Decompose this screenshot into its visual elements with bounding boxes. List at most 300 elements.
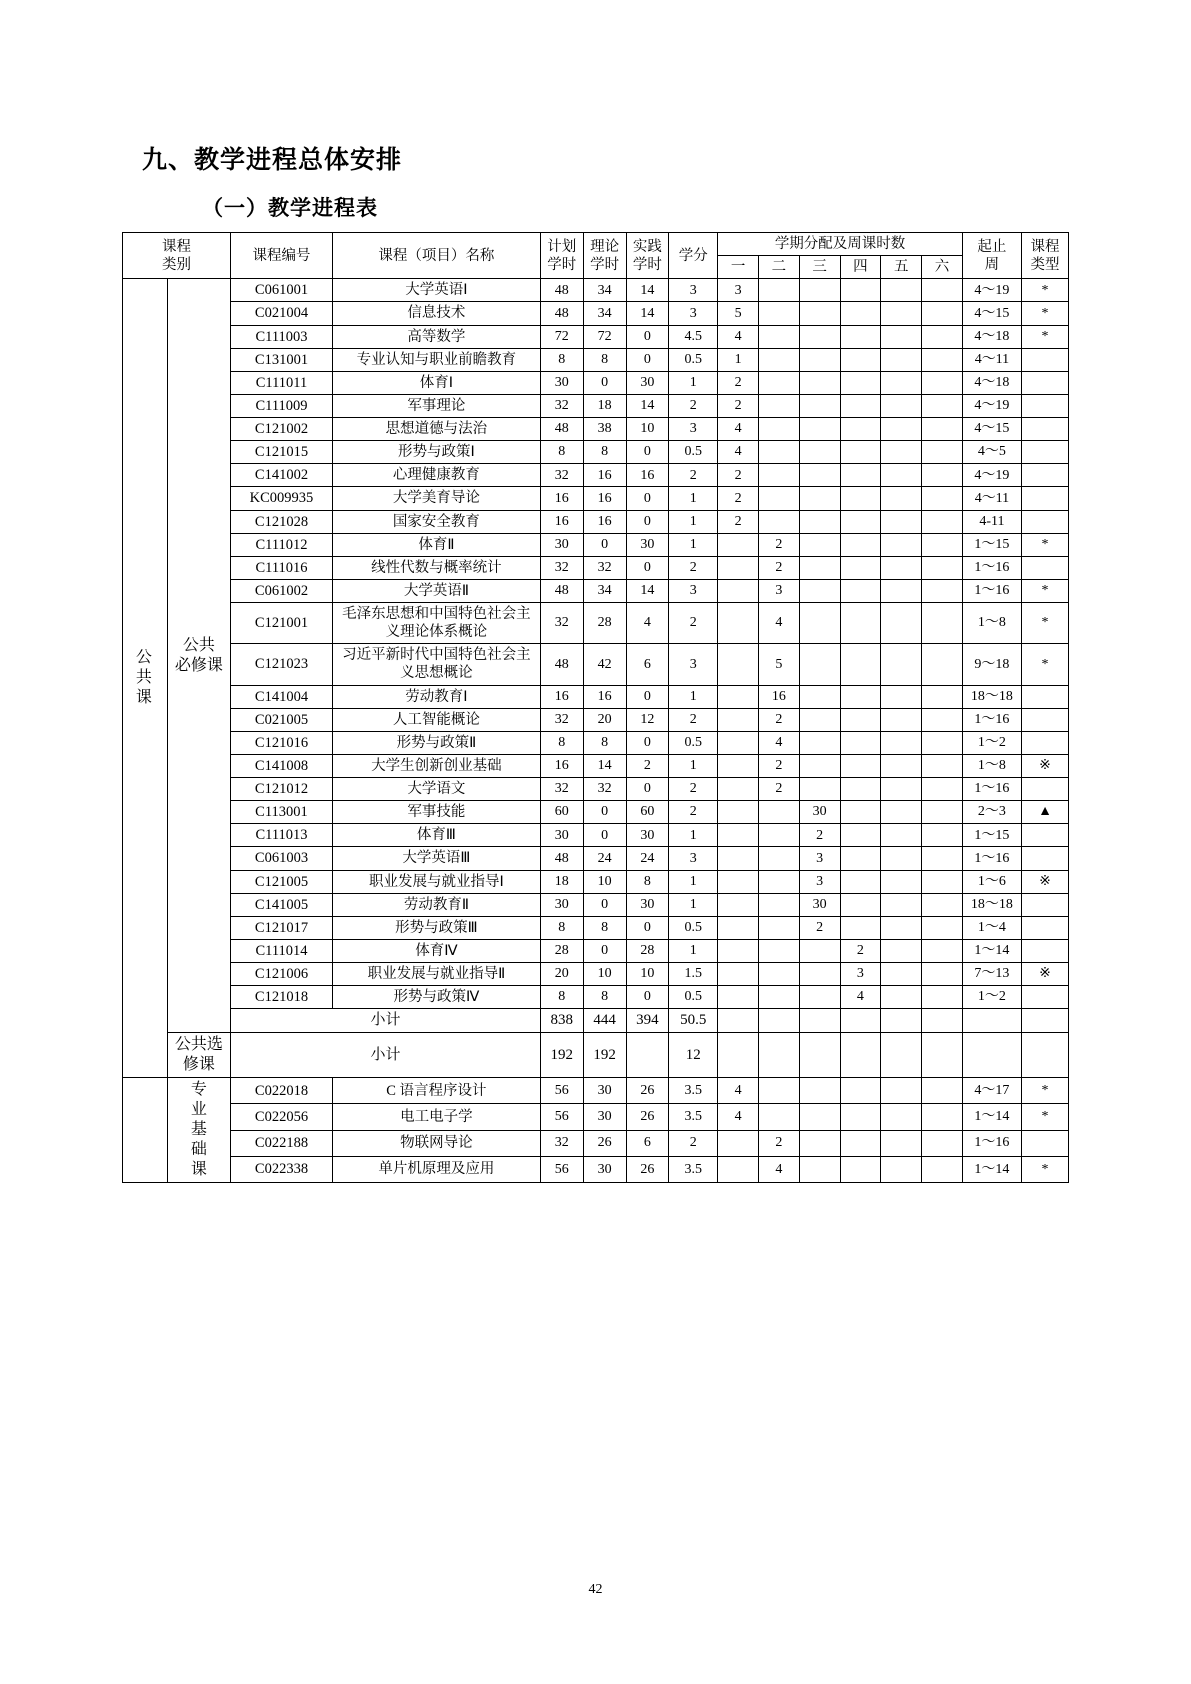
cell-theory-hours: 30 — [583, 1104, 626, 1130]
cell-course-code: C111014 — [231, 939, 333, 962]
cell-term-6 — [922, 464, 963, 487]
cell-term-4 — [840, 418, 881, 441]
cell-term-3 — [799, 963, 840, 986]
cell-practice-hours: 30 — [626, 824, 669, 847]
cell-course-name: 习近平新时代中国特色社会主义思想概论 — [332, 644, 540, 685]
elective-term-3 — [799, 1033, 840, 1078]
cell-credit: 3 — [669, 302, 718, 325]
cell-week-range: 1～16 — [962, 778, 1021, 801]
elective-subtotal-practice — [626, 1033, 669, 1078]
cell-term-5 — [881, 1104, 922, 1130]
cell-course-code: C111009 — [231, 394, 333, 417]
table-row — [123, 939, 1069, 962]
cell-term-6 — [922, 325, 963, 348]
cell-term-3 — [799, 708, 840, 731]
cell-term-6 — [922, 441, 963, 464]
cell-term-6 — [922, 916, 963, 939]
cell-plan-hours: 48 — [540, 847, 583, 870]
cell-term-1: 2 — [718, 464, 759, 487]
cell-term-3 — [799, 644, 840, 685]
cell-term-2: 2 — [759, 556, 800, 579]
cell-term-5 — [881, 325, 922, 348]
header-term-group: 学期分配及周课时数 — [718, 233, 963, 256]
header-category-line1: 课程 — [162, 238, 192, 255]
cell-credit: 3 — [669, 579, 718, 602]
cell-practice-hours: 0 — [626, 441, 669, 464]
cell-practice-hours: 14 — [626, 394, 669, 417]
cell-plan-hours: 48 — [540, 302, 583, 325]
cell-course-type — [1021, 778, 1068, 801]
cell-practice-hours: 0 — [626, 778, 669, 801]
cell-week-range: 4-11 — [962, 510, 1021, 533]
table-row — [123, 644, 1069, 685]
table-row — [123, 510, 1069, 533]
cell-term-4 — [840, 1156, 881, 1182]
table-row — [123, 418, 1069, 441]
cell-term-3 — [799, 778, 840, 801]
cell-course-code: C121015 — [231, 441, 333, 464]
cell-term-2 — [759, 986, 800, 1009]
cell-term-5 — [881, 464, 922, 487]
cell-course-type: * — [1021, 603, 1068, 644]
table-row — [123, 824, 1069, 847]
cell-theory-hours: 26 — [583, 1130, 626, 1156]
cell-plan-hours: 28 — [540, 939, 583, 962]
cell-week-range: 4～19 — [962, 464, 1021, 487]
cell-course-type — [1021, 464, 1068, 487]
table-row — [123, 487, 1069, 510]
cell-course-code: C131001 — [231, 348, 333, 371]
cell-term-6 — [922, 824, 963, 847]
cell-course-code: C111003 — [231, 325, 333, 348]
cell-credit: 1 — [669, 510, 718, 533]
cell-credit: 2 — [669, 1130, 718, 1156]
subtotal-term-2 — [759, 1009, 800, 1033]
cell-term-6 — [922, 279, 963, 302]
subtotal-type — [1021, 1009, 1068, 1033]
cell-practice-hours: 14 — [626, 579, 669, 602]
cell-course-code: C061003 — [231, 847, 333, 870]
header-theory-hours — [583, 233, 626, 279]
cell-practice-hours: 24 — [626, 847, 669, 870]
cell-term-6 — [922, 371, 963, 394]
header-practice-hours — [626, 233, 669, 279]
cell-practice-hours: 0 — [626, 556, 669, 579]
cell-plan-hours: 20 — [540, 963, 583, 986]
cell-term-1: 4 — [718, 1078, 759, 1104]
cell-course-type: ※ — [1021, 870, 1068, 893]
cell-term-1: 2 — [718, 371, 759, 394]
cell-term-1 — [718, 939, 759, 962]
cell-term-5 — [881, 533, 922, 556]
cell-week-range: 1～15 — [962, 824, 1021, 847]
cell-week-range: 1～16 — [962, 1130, 1021, 1156]
cell-credit: 3.5 — [669, 1104, 718, 1130]
subtotal-theory-hours: 444 — [583, 1009, 626, 1033]
cell-theory-hours: 0 — [583, 801, 626, 824]
cell-practice-hours: 4 — [626, 603, 669, 644]
header-theory-l1: 理论 — [590, 238, 620, 255]
cell-term-5 — [881, 644, 922, 685]
cell-course-code: C121023 — [231, 644, 333, 685]
cell-plan-hours: 32 — [540, 464, 583, 487]
cell-course-type: * — [1021, 1104, 1068, 1130]
cell-plan-hours: 56 — [540, 1156, 583, 1182]
cell-theory-hours: 10 — [583, 963, 626, 986]
cell-term-1: 2 — [718, 394, 759, 417]
table-header-row-1 — [123, 233, 1069, 256]
cell-credit: 3.5 — [669, 1078, 718, 1104]
cell-term-3 — [799, 441, 840, 464]
cell-term-5 — [881, 487, 922, 510]
cell-term-4 — [840, 870, 881, 893]
header-category-line2: 类别 — [162, 256, 192, 273]
cell-term-3 — [799, 394, 840, 417]
table-row — [123, 394, 1069, 417]
cell-term-4 — [840, 685, 881, 708]
cell-term-2: 4 — [759, 1156, 800, 1182]
cell-term-3 — [799, 1104, 840, 1130]
elective-term-1 — [718, 1033, 759, 1078]
cell-course-type — [1021, 731, 1068, 754]
cell-course-name: 劳动教育Ⅱ — [332, 893, 540, 916]
header-course-code: 课程编号 — [231, 233, 333, 279]
cell-credit: 3 — [669, 644, 718, 685]
cell-plan-hours: 32 — [540, 1130, 583, 1156]
header-category — [123, 233, 231, 279]
cell-term-4 — [840, 1078, 881, 1104]
cell-term-4 — [840, 754, 881, 777]
category-major-basic: 专 业 基 础 课 — [167, 1078, 230, 1183]
cell-term-1 — [718, 1130, 759, 1156]
cell-plan-hours: 32 — [540, 556, 583, 579]
cell-theory-hours: 72 — [583, 325, 626, 348]
cell-credit: 3.5 — [669, 1156, 718, 1182]
cell-course-name: 心理健康教育 — [332, 464, 540, 487]
cell-term-6 — [922, 644, 963, 685]
cell-theory-hours: 8 — [583, 348, 626, 371]
cell-plan-hours: 30 — [540, 533, 583, 556]
cell-term-2: 2 — [759, 754, 800, 777]
cell-course-name: 毛泽东思想和中国特色社会主义理论体系概论 — [332, 603, 540, 644]
cell-course-code: C121016 — [231, 731, 333, 754]
cell-term-5 — [881, 801, 922, 824]
cell-term-6 — [922, 1156, 963, 1182]
cell-credit: 1 — [669, 870, 718, 893]
cell-term-1: 4 — [718, 418, 759, 441]
cell-week-range: 4～15 — [962, 418, 1021, 441]
cell-credit: 3 — [669, 418, 718, 441]
cell-credit: 1 — [669, 754, 718, 777]
cell-practice-hours: 26 — [626, 1078, 669, 1104]
cell-term-1: 5 — [718, 302, 759, 325]
table-row — [123, 1130, 1069, 1156]
cell-credit: 1 — [669, 824, 718, 847]
header-plan-hours-l2: 学时 — [547, 256, 577, 273]
cell-term-2 — [759, 441, 800, 464]
cell-course-type: * — [1021, 1078, 1068, 1104]
subtotal-row-elective — [123, 1033, 1069, 1078]
cell-course-name: 形势与政策Ⅰ — [332, 441, 540, 464]
cell-credit: 1 — [669, 533, 718, 556]
cell-term-4 — [840, 441, 881, 464]
cell-theory-hours: 8 — [583, 986, 626, 1009]
cell-course-name: 线性代数与概率统计 — [332, 556, 540, 579]
cell-course-code: C113001 — [231, 801, 333, 824]
table-row — [123, 302, 1069, 325]
cell-credit: 1 — [669, 939, 718, 962]
cell-term-6 — [922, 579, 963, 602]
cell-theory-hours: 32 — [583, 778, 626, 801]
table-row — [123, 801, 1069, 824]
cell-course-type: ▲ — [1021, 801, 1068, 824]
subtotal-plan-hours: 838 — [540, 1009, 583, 1033]
cell-term-4 — [840, 1130, 881, 1156]
cell-course-type: ※ — [1021, 963, 1068, 986]
cell-theory-hours: 16 — [583, 510, 626, 533]
cell-week-range: 4～11 — [962, 487, 1021, 510]
cell-plan-hours: 48 — [540, 279, 583, 302]
cell-course-name: 形势与政策Ⅳ — [332, 986, 540, 1009]
cell-term-3 — [799, 348, 840, 371]
cell-week-range: 1～8 — [962, 754, 1021, 777]
header-week-l2: 周 — [984, 256, 1000, 273]
cell-course-type: ※ — [1021, 754, 1068, 777]
cell-course-name: 体育Ⅳ — [332, 939, 540, 962]
cell-theory-hours: 38 — [583, 418, 626, 441]
cell-practice-hours: 30 — [626, 371, 669, 394]
cell-course-code: C121001 — [231, 603, 333, 644]
cell-term-5 — [881, 1078, 922, 1104]
cell-theory-hours: 0 — [583, 893, 626, 916]
cell-term-2 — [759, 939, 800, 962]
elective-term-5 — [881, 1033, 922, 1078]
table-row — [123, 708, 1069, 731]
cell-course-type: * — [1021, 579, 1068, 602]
cell-practice-hours: 8 — [626, 870, 669, 893]
table-row — [123, 325, 1069, 348]
cell-course-type — [1021, 487, 1068, 510]
cell-course-code: C111016 — [231, 556, 333, 579]
table-row — [123, 1156, 1069, 1182]
cell-course-code: C111012 — [231, 533, 333, 556]
cell-term-5 — [881, 939, 922, 962]
cell-term-5 — [881, 1130, 922, 1156]
cell-term-4 — [840, 556, 881, 579]
subtotal-term-5 — [881, 1009, 922, 1033]
cell-week-range: 1～16 — [962, 847, 1021, 870]
subtotal-label: 小计 — [231, 1009, 541, 1033]
table-row — [123, 279, 1069, 302]
cell-week-range: 1～16 — [962, 579, 1021, 602]
cell-term-1: 4 — [718, 441, 759, 464]
table-row — [123, 986, 1069, 1009]
cell-course-name: 大学英语Ⅱ — [332, 579, 540, 602]
table-row — [123, 754, 1069, 777]
cell-term-2 — [759, 487, 800, 510]
cell-course-type — [1021, 371, 1068, 394]
cell-term-6 — [922, 963, 963, 986]
cell-week-range: 1～14 — [962, 1156, 1021, 1182]
cell-credit: 2 — [669, 464, 718, 487]
table-row — [123, 441, 1069, 464]
cell-term-4 — [840, 778, 881, 801]
cell-term-1: 1 — [718, 348, 759, 371]
category-major-course — [123, 1078, 168, 1183]
cell-course-name: 职业发展与就业指导Ⅱ — [332, 963, 540, 986]
cell-term-2: 2 — [759, 708, 800, 731]
cell-theory-hours: 8 — [583, 916, 626, 939]
cell-theory-hours: 10 — [583, 870, 626, 893]
cell-plan-hours: 32 — [540, 603, 583, 644]
cell-practice-hours: 14 — [626, 279, 669, 302]
cell-theory-hours: 34 — [583, 279, 626, 302]
cell-practice-hours: 26 — [626, 1104, 669, 1130]
cell-course-type — [1021, 441, 1068, 464]
cell-term-4 — [840, 847, 881, 870]
cell-term-5 — [881, 685, 922, 708]
cell-course-name: 大学生创新创业基础 — [332, 754, 540, 777]
cell-term-4 — [840, 731, 881, 754]
cell-term-2: 3 — [759, 579, 800, 602]
cell-week-range: 1～8 — [962, 603, 1021, 644]
cell-credit: 2 — [669, 778, 718, 801]
table-row — [123, 847, 1069, 870]
cell-term-2: 5 — [759, 644, 800, 685]
cell-term-6 — [922, 986, 963, 1009]
cell-term-5 — [881, 394, 922, 417]
cell-term-4 — [840, 579, 881, 602]
header-course-name: 课程（项目）名称 — [332, 233, 540, 279]
cell-week-range: 4～19 — [962, 394, 1021, 417]
cell-term-1 — [718, 603, 759, 644]
cell-term-6 — [922, 685, 963, 708]
cell-term-5 — [881, 556, 922, 579]
cell-term-4 — [840, 302, 881, 325]
cell-plan-hours: 16 — [540, 754, 583, 777]
table-row — [123, 464, 1069, 487]
header-week-l1: 起止 — [977, 238, 1007, 255]
cell-plan-hours: 30 — [540, 893, 583, 916]
cell-term-1 — [718, 754, 759, 777]
cell-term-1 — [718, 963, 759, 986]
cell-practice-hours: 0 — [626, 916, 669, 939]
cell-credit: 0.5 — [669, 731, 718, 754]
cell-week-range: 1～2 — [962, 986, 1021, 1009]
cell-term-5 — [881, 731, 922, 754]
cell-term-3 — [799, 1078, 840, 1104]
cell-term-2: 2 — [759, 1130, 800, 1156]
table-row — [123, 348, 1069, 371]
elective-term-4 — [840, 1033, 881, 1078]
cell-course-name: 国家安全教育 — [332, 510, 540, 533]
cell-course-type: * — [1021, 1156, 1068, 1182]
cell-credit: 4.5 — [669, 325, 718, 348]
cell-term-5 — [881, 279, 922, 302]
cell-plan-hours: 8 — [540, 916, 583, 939]
cell-term-6 — [922, 533, 963, 556]
cell-plan-hours: 32 — [540, 708, 583, 731]
cell-course-type: * — [1021, 279, 1068, 302]
cell-term-3 — [799, 464, 840, 487]
table-row — [123, 870, 1069, 893]
category-public-required: 公共 必修课 — [167, 279, 230, 1033]
elective-subtotal-credit: 12 — [669, 1033, 718, 1078]
cell-course-code: C021005 — [231, 708, 333, 731]
cell-term-1 — [718, 644, 759, 685]
cell-course-code: C061002 — [231, 579, 333, 602]
cell-term-2 — [759, 464, 800, 487]
cell-course-name: 体育Ⅱ — [332, 533, 540, 556]
cell-term-6 — [922, 603, 963, 644]
cell-theory-hours: 8 — [583, 441, 626, 464]
cell-term-4 — [840, 708, 881, 731]
cell-term-1 — [718, 824, 759, 847]
cell-term-2 — [759, 824, 800, 847]
cell-week-range: 1～14 — [962, 939, 1021, 962]
cell-term-6 — [922, 870, 963, 893]
cell-practice-hours: 0 — [626, 986, 669, 1009]
cell-plan-hours: 56 — [540, 1104, 583, 1130]
cell-course-name: 高等数学 — [332, 325, 540, 348]
cell-practice-hours: 30 — [626, 533, 669, 556]
cell-theory-hours: 42 — [583, 644, 626, 685]
cell-course-type — [1021, 510, 1068, 533]
header-term-3: 三 — [799, 256, 840, 279]
cell-term-1 — [718, 731, 759, 754]
cell-course-name: 形势与政策Ⅱ — [332, 731, 540, 754]
cell-term-3 — [799, 579, 840, 602]
cell-term-6 — [922, 778, 963, 801]
cell-course-code: C061001 — [231, 279, 333, 302]
cell-credit: 0.5 — [669, 986, 718, 1009]
cell-theory-hours: 8 — [583, 731, 626, 754]
cell-term-3 — [799, 418, 840, 441]
cell-term-6 — [922, 1104, 963, 1130]
cell-course-type — [1021, 939, 1068, 962]
subtotal-term-3 — [799, 1009, 840, 1033]
cell-term-6 — [922, 893, 963, 916]
cell-practice-hours: 6 — [626, 1130, 669, 1156]
cell-course-type — [1021, 916, 1068, 939]
cell-term-5 — [881, 418, 922, 441]
cell-plan-hours: 8 — [540, 441, 583, 464]
cell-term-4 — [840, 1104, 881, 1130]
cell-term-5 — [881, 441, 922, 464]
cell-term-5 — [881, 1156, 922, 1182]
table-row — [123, 1104, 1069, 1130]
cell-course-type — [1021, 556, 1068, 579]
elective-subtotal-label: 小计 — [231, 1033, 541, 1078]
cell-term-1 — [718, 916, 759, 939]
cell-term-1 — [718, 893, 759, 916]
cell-term-1: 3 — [718, 279, 759, 302]
elective-type — [1021, 1033, 1068, 1078]
cell-term-6 — [922, 418, 963, 441]
cell-course-code: C141008 — [231, 754, 333, 777]
elective-subtotal-plan: 192 — [540, 1033, 583, 1078]
cell-practice-hours: 0 — [626, 731, 669, 754]
cell-credit: 3 — [669, 847, 718, 870]
cell-credit: 0.5 — [669, 441, 718, 464]
cell-course-name: 体育Ⅰ — [332, 371, 540, 394]
cell-term-3 — [799, 371, 840, 394]
cell-course-name: 军事技能 — [332, 801, 540, 824]
table-row — [123, 893, 1069, 916]
cell-term-3 — [799, 1156, 840, 1182]
table-row — [123, 1078, 1069, 1104]
cell-term-4: 3 — [840, 963, 881, 986]
